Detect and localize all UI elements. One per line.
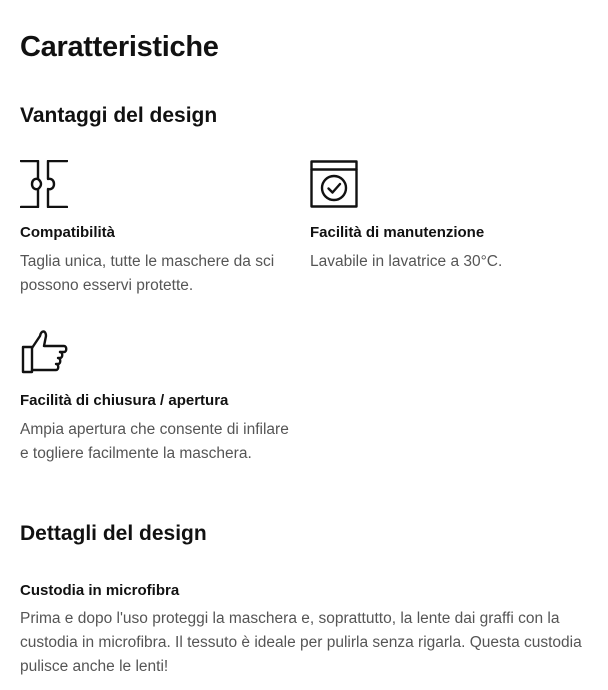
detail-description: Prima e dopo l'uso proteggi la maschera e, soprattutto, la lente dai graffi con la custodia in microfibra. Il tessuto è ideale per pulirla senza rigarla. Questa custodia pulisce anche le lenti! — [20, 610, 582, 675]
feature-compatibility — [20, 160, 290, 294]
advantages-heading: Vantaggi del design — [20, 104, 218, 127]
feature-closure — [20, 328, 290, 462]
thumbs-up-icon — [20, 328, 68, 376]
feature-description: Taglia unica, tutte le maschere da sci possono esservi protette. — [20, 253, 275, 294]
page-title: Caratteristiche — [20, 31, 219, 63]
feature-maintenance — [310, 160, 590, 270]
feature-title: Facilità di chiusura / apertura — [20, 392, 229, 409]
puzzle-icon — [20, 160, 68, 208]
feature-description: Ampia apertura che consente di infilare e togliere facilmente la maschera. — [20, 421, 289, 462]
feature-description: Lavabile in lavatrice a 30°C. — [310, 253, 503, 270]
feature-title: Compatibilità — [20, 224, 116, 241]
details-heading: Dettagli del design — [20, 522, 207, 545]
washing-machine-icon — [310, 160, 358, 208]
feature-title: Facilità di manutenzione — [310, 224, 485, 241]
detail-title: Custodia in microfibra — [20, 582, 180, 599]
